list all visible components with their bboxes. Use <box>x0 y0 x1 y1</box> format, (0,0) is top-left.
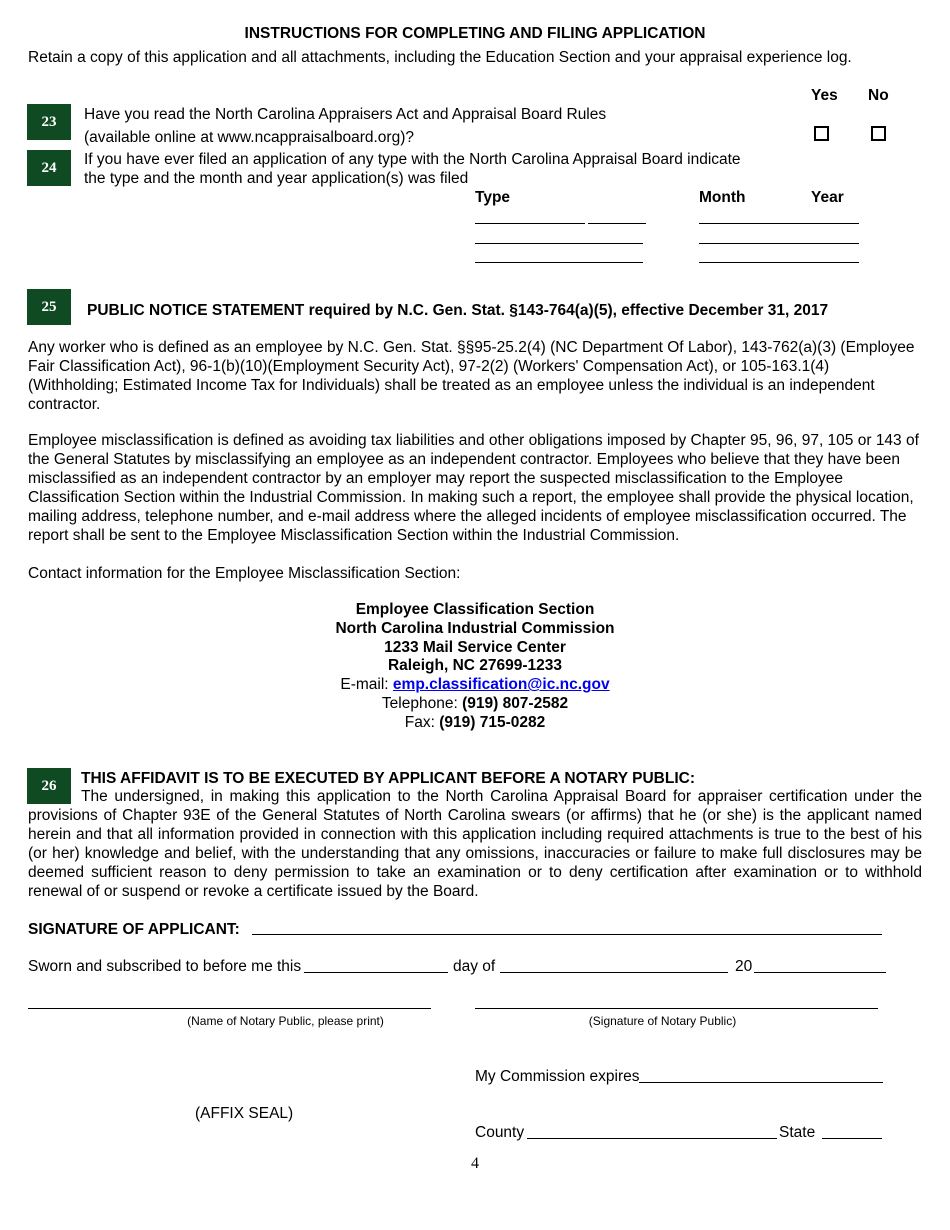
notary-signature-caption: (Signature of Notary Public) <box>588 1014 737 1028</box>
q24-type-field-2[interactable] <box>475 243 643 244</box>
contact-name: Employee Classification Section <box>355 601 595 618</box>
yes-header: Yes <box>811 87 838 104</box>
q24-month-year-field-3[interactable] <box>699 262 859 263</box>
commission-expires-field[interactable] <box>639 1082 883 1083</box>
contact-phone: (919) 807-2582 <box>462 694 569 712</box>
sworn-month-field[interactable] <box>500 972 728 973</box>
q24-text-line2: the type and the month and year application(s) was filed <box>84 170 469 187</box>
contact-block <box>0 601 950 733</box>
contact-email-link[interactable]: emp.classification@ic.nc.gov <box>392 676 610 694</box>
q23-no-checkbox[interactable] <box>871 126 886 141</box>
q24-type-header: Type <box>475 189 511 206</box>
q23-text-line1: Have you read the North Carolina Appraisers Act and Appraisal Board Rules <box>84 106 607 123</box>
q23-yes-checkbox[interactable] <box>814 126 829 141</box>
retain-note: Retain a copy of this application and all attachments, including the Education Section and your appraisal experience log. <box>28 49 852 66</box>
signature-field[interactable] <box>252 934 882 935</box>
question-23-badge: 23 <box>27 104 71 140</box>
q25-paragraph-2: Employee misclassification is defined as avoiding tax liabilities and other obligations imposed by Chapter 95, 96, 97, 105 or 143 of the General Statutes by misclassifying an employee as an independent contractor. Employees who believe that they have been misclassified as an independent contractor by an employer may report the suspected misclassification to the Employee Classification Section within the Industrial Commission. In making such a report, the employee shall provide the physical location, mailing address, telephone number, and e-mail address where the alleged incidents of employee misclassification occurred. The report shall be sent to the Employee Misclassification Section within the Industrial Commission. <box>28 432 919 544</box>
contact-email-row <box>0 676 950 695</box>
commission-label: My Commission expires <box>475 1068 640 1085</box>
sworn-year-field[interactable] <box>754 972 886 973</box>
county-label: County <box>475 1124 525 1141</box>
q25-paragraph-1: Any worker who is defined as an employee by N.C. Gen. Stat. §§95-25.2(4) (NC Department Of Labor), 143-762(a)(3) (Employee Fair Classification Act), 96-1(b)(10)(Employment Security Act), 97-2(2) (Workers' Compensation Act), or 105-163.1(4) (Withholding; Estimated Income Tax for Individuals) shall be treated as an employee unless the individual is an independent contractor. <box>28 339 915 413</box>
county-field[interactable] <box>527 1138 777 1139</box>
contact-fax-row <box>0 714 950 733</box>
contact-email-label: E-mail: <box>340 676 393 694</box>
q25-contact-intro: Contact information for the Employee Misclassification Section: <box>28 565 461 582</box>
q24-text-line1: If you have ever filed an application of any type with the North Carolina Appraisal Board indicate <box>84 151 741 168</box>
q24-type-field-3[interactable] <box>475 262 643 263</box>
contact-address-1: 1233 Mail Service Center <box>384 638 566 656</box>
q24-month-header: Month <box>699 189 746 206</box>
q26-affidavit-body: The undersigned, in making this application to the North Carolina Appraisal Board for appraiser certification under the provisions of Chapter 93E of the General Statutes of North Carolina swears (or affirms) that he (or she) is the applicant named herein and that all information provided in connection with this application including required attachments is true to the best of his (or her) knowledge and belief, with the understanding that any omissions, inaccuracies or failure to make full disclosures may be deemed sufficient reason to deny permission to take an examination or to deny certification after examination or to withhold renewal of or suspend or revoke a certificate issued by the Board. <box>28 788 922 900</box>
sworn-day-field[interactable] <box>304 972 448 973</box>
contact-org: North Carolina Industrial Commission <box>335 619 615 637</box>
state-label: State <box>779 1124 816 1141</box>
q24-type-field-1b[interactable] <box>588 223 646 224</box>
no-header: No <box>868 87 889 104</box>
notary-name-caption: (Name of Notary Public, please print) <box>187 1014 384 1028</box>
q25-heading: PUBLIC NOTICE STATEMENT required by N.C. Gen. Stat. §143-764(a)(5), effective December 31, 2017 <box>87 302 829 319</box>
state-field[interactable] <box>822 1138 882 1139</box>
q24-type-field-1a[interactable] <box>475 223 585 224</box>
contact-address-2: Raleigh, NC 27699-1233 <box>387 657 563 675</box>
instructions-title: INSTRUCTIONS FOR COMPLETING AND FILING APPLICATION <box>244 25 706 42</box>
contact-phone-label: Telephone: <box>381 694 463 712</box>
contact-fax: (919) 715-0282 <box>439 713 546 731</box>
q23-text-line2: (available online at www.ncappraisalboard.org)? <box>84 129 414 146</box>
contact-phone-row <box>0 695 950 714</box>
day-of-label: day of <box>453 958 496 975</box>
page-number: 4 <box>471 1155 479 1172</box>
question-26-badge: 26 <box>27 768 71 804</box>
question-25-badge: 25 <box>27 289 71 325</box>
q26-heading: THIS AFFIDAVIT IS TO BE EXECUTED BY APPLICANT BEFORE A NOTARY PUBLIC: <box>81 770 696 787</box>
notary-name-field[interactable] <box>28 1008 431 1009</box>
q24-year-header: Year <box>811 189 844 206</box>
signature-label: SIGNATURE OF APPLICANT: <box>28 921 240 938</box>
affix-seal-label: (AFFIX SEAL) <box>195 1105 294 1122</box>
q24-month-year-field-2[interactable] <box>699 243 859 244</box>
contact-fax-label: Fax: <box>404 713 440 731</box>
notary-signature-field[interactable] <box>475 1008 878 1009</box>
q24-month-year-field-1[interactable] <box>699 223 859 224</box>
year-prefix-label: 20 <box>735 958 753 975</box>
sworn-label: Sworn and subscribed to before me this <box>28 958 302 975</box>
question-24-badge: 24 <box>27 150 71 186</box>
